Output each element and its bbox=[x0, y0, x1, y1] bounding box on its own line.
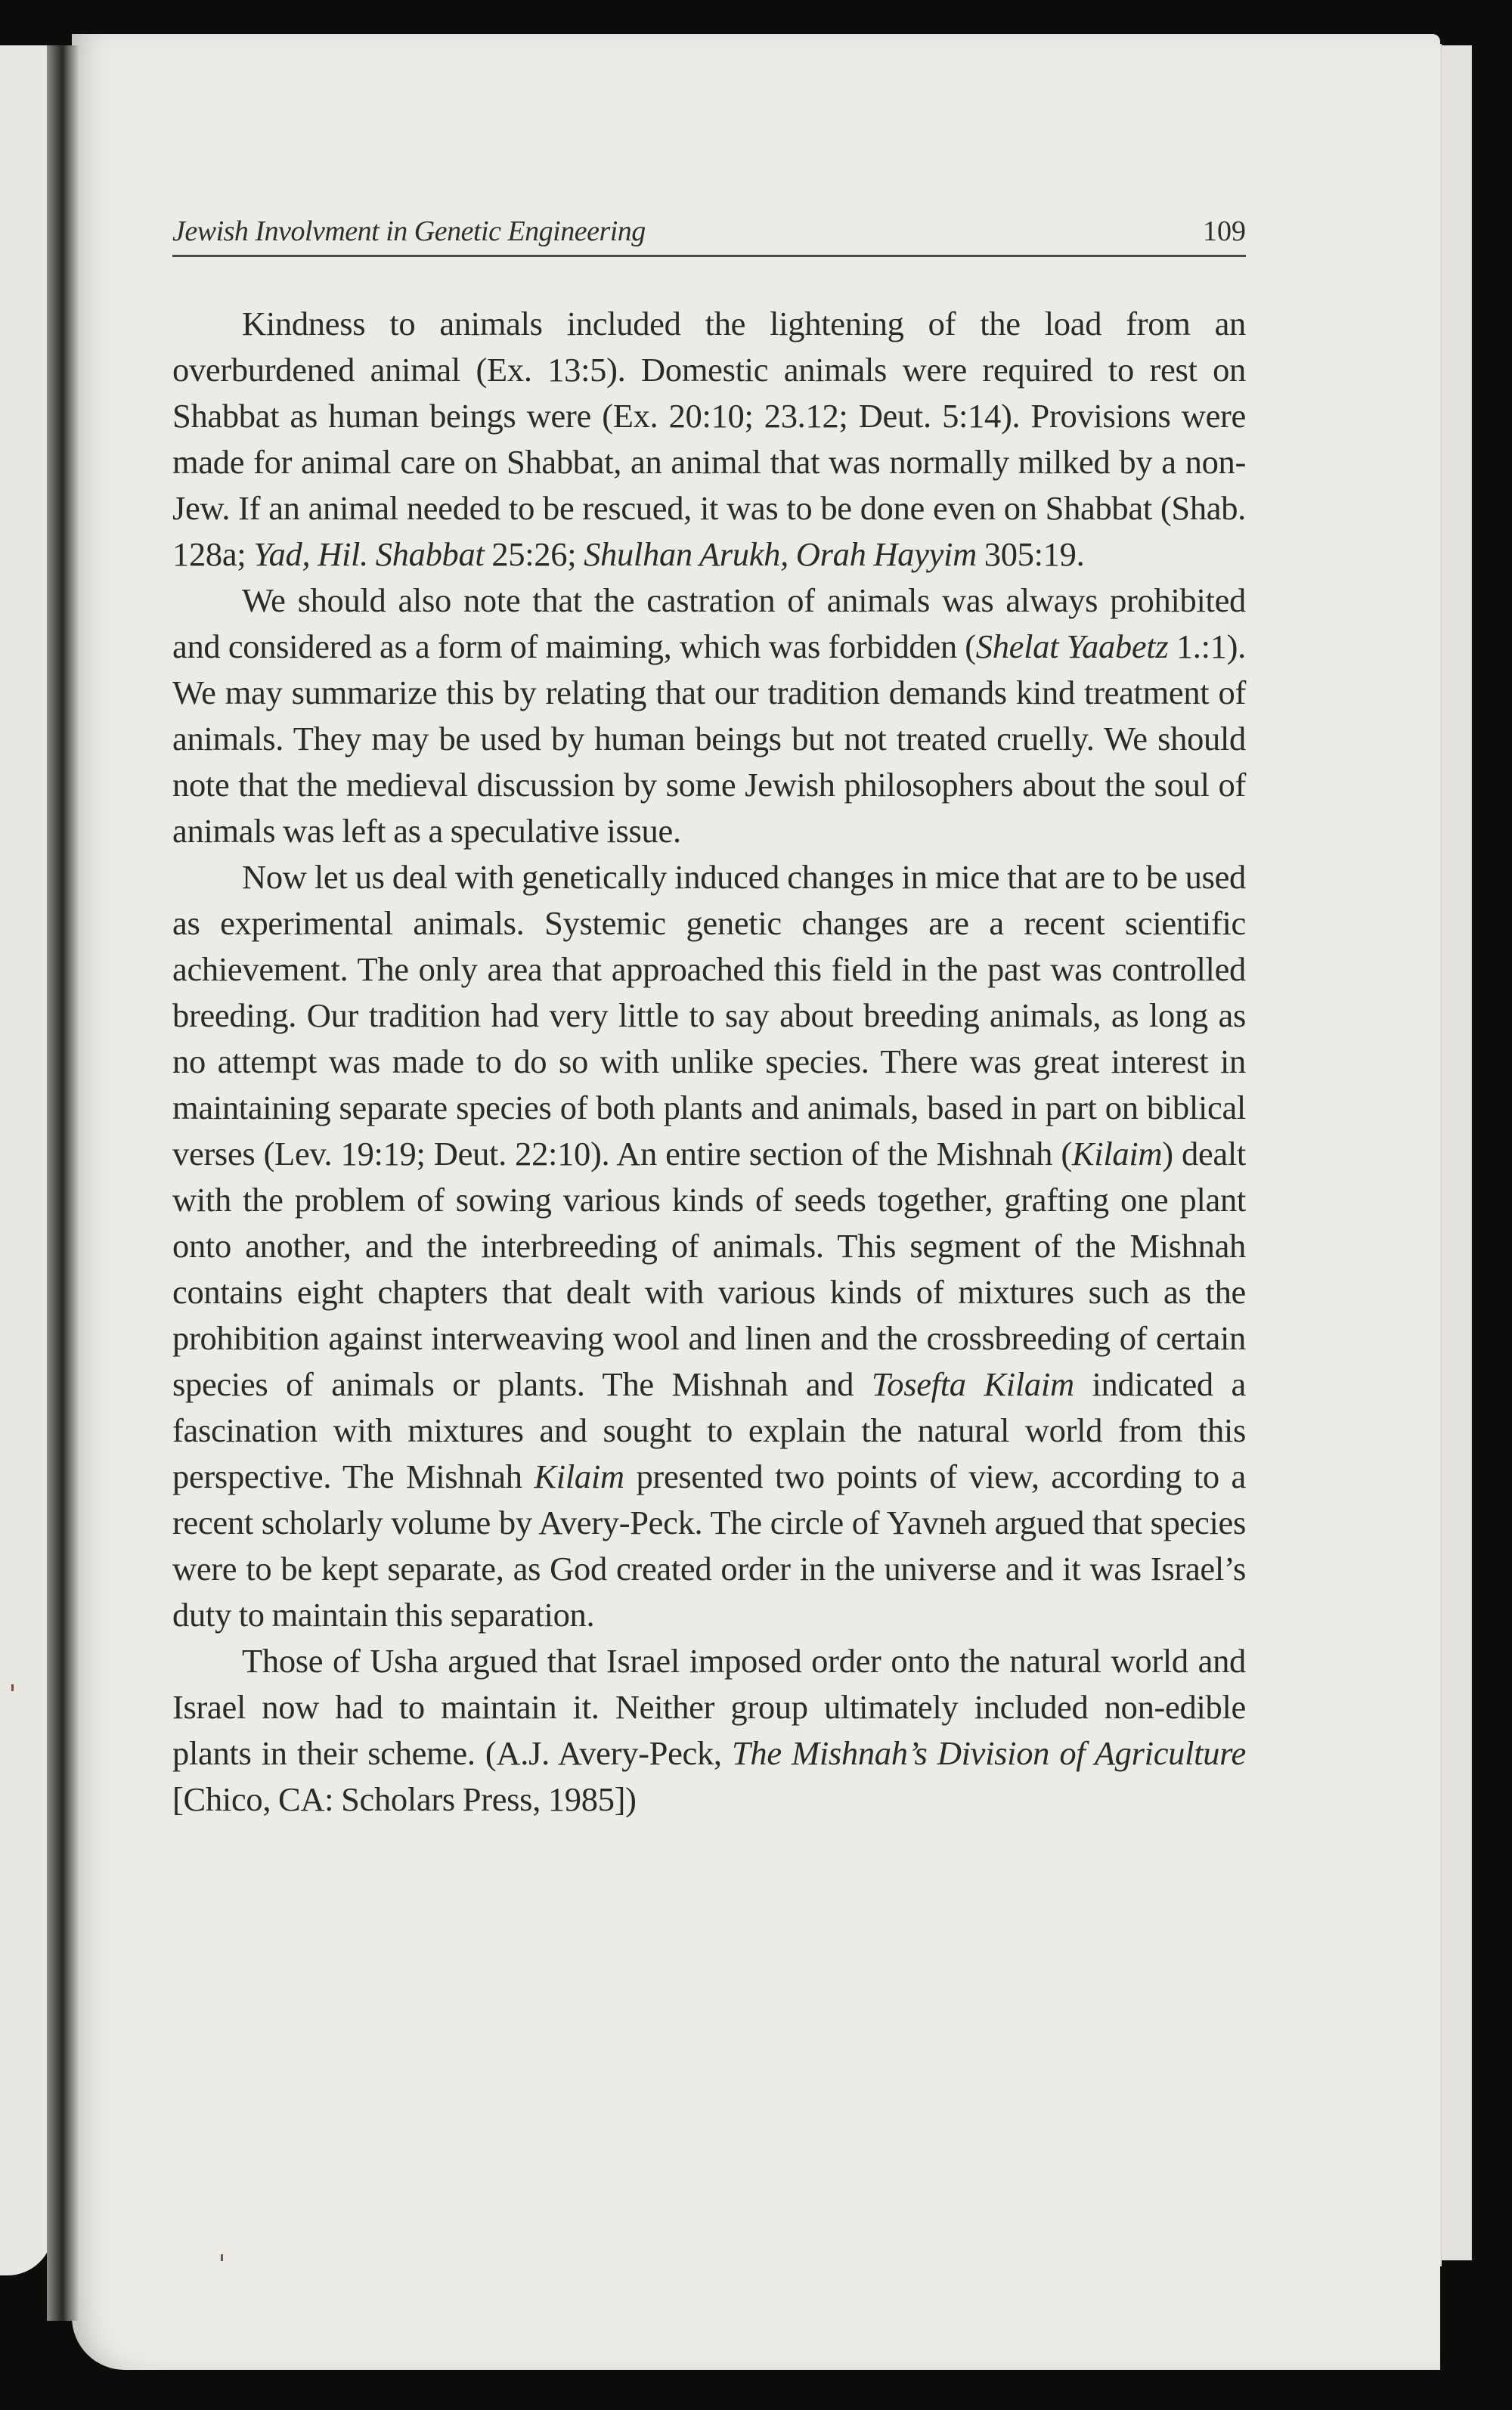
text-run: ) dealt with the problem of sowing various kinds of seeds together, grafting one plant onto another, and the interbreeding of animals. This segment of the Mishnah contains eight chapters that dealt with various kinds of mixtures such as the prohibition against interweaving wool and linen and the crossbreeding of certain species of animals or plants. The Mishnah and bbox=[172, 1135, 1246, 1403]
paragraph bbox=[172, 854, 1246, 1638]
italic-citation: Kilaim bbox=[1071, 1135, 1163, 1172]
text-run: Kindness to animals included the lightening of the load from an overburdened animal (Ex. 13:5). Domestic animals were required to rest on Shabbat as human beings were (Ex. 20:10; 23.12; Deut. 5:14). Provisions were made for animal care on Shabbat, an animal that was normally milked by a non-Jew. If an animal needed to be rescued, it was to be done even on Shabbat (Shab. 128a; bbox=[172, 305, 1246, 573]
text-run: We should also note that the castration of animals was always prohibited and considered as a form of maiming, which was forbidden ( bbox=[172, 581, 1246, 665]
text-run: indicated a fascination with mixtures and sought to explain the natural world from this perspective. The Mishnah bbox=[172, 1365, 1246, 1495]
text-run: 1.:1). We may summarize this by relating that our tradition demands kind treatment of animals. They may be used by human beings but not treated cruelly. We should note that the medieval discussion by some Jewish philosophers about the soul of animals was left as a speculative issue. bbox=[172, 627, 1246, 850]
italic-citation: Kilaim bbox=[534, 1457, 624, 1495]
italic-citation: Tosefta Kilaim bbox=[871, 1365, 1074, 1403]
paragraph bbox=[172, 1638, 1246, 1823]
scan-speck bbox=[221, 2254, 223, 2261]
page-number: 109 bbox=[1203, 215, 1246, 247]
book-gutter bbox=[47, 45, 79, 2321]
page-stack-edge bbox=[1436, 45, 1472, 2260]
italic-citation: Shelat Yaabetz bbox=[975, 627, 1169, 665]
text-run: Those of Usha argued that Israel imposed order onto the natural world and Israel now had to maintain it. Neither group ultimately included non-edible plants in their scheme. (A.J. Avery-Peck, bbox=[172, 1642, 1246, 1772]
paragraph bbox=[172, 578, 1246, 854]
italic-citation: The Mishnah’s Division of Agriculture bbox=[731, 1734, 1246, 1772]
italic-citation: Shulhan Arukh, Orah Hayyim bbox=[584, 535, 977, 573]
text-run: Now let us deal with genetically induced changes in mice that are to be used as experimental animals. Systemic genetic changes are a recent scientific achievement. The only area that approached this field in the past was controlled breeding. Our tradition had very little to say about breeding animals, as long as no attempt was made to do so with unlike species. There was great interest in maintaining separate species of both plants and animals, based in part on biblical verses (Lev. 19:19; Deut. 22:10). An entire section of the Mishnah ( bbox=[172, 858, 1246, 1172]
facing-page-edge bbox=[0, 45, 53, 2275]
running-title: Jewish Involvment in Genetic Engineering bbox=[172, 215, 646, 247]
body-text bbox=[172, 301, 1246, 1823]
running-header bbox=[172, 210, 1246, 254]
text-run: 25:26; bbox=[484, 535, 584, 573]
scan-speck bbox=[11, 1684, 14, 1691]
header-rule bbox=[172, 255, 1246, 257]
text-run: 305:19. bbox=[976, 535, 1085, 573]
text-run: presented two points of view, according to a recent scholarly volume by Avery-Peck. The circle of Yavneh argued that species were to be kept separate, as God created order in the universe and it was Israel’s duty to maintain this separation. bbox=[172, 1457, 1247, 1634]
text-run: [Chico, CA: Scholars Press, 1985]) bbox=[172, 1780, 637, 1818]
italic-citation: Yad, Hil. Shabbat bbox=[253, 535, 485, 573]
paragraph bbox=[172, 301, 1246, 578]
